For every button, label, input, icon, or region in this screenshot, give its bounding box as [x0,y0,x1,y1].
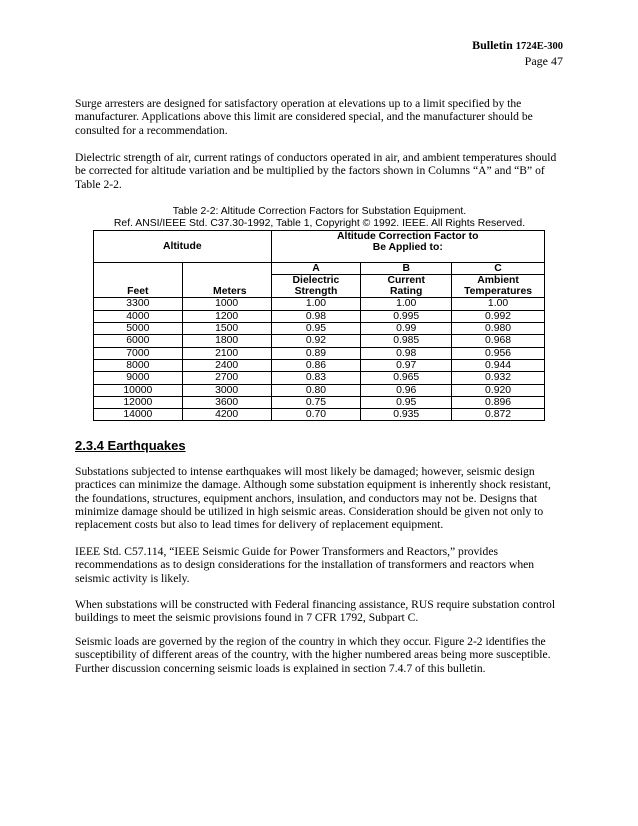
paragraph-earthquakes-damage: Substations subjected to intense earthquakes will most likely be damaged; however, seismic design practices can minimize the damage. Although some substation equipment is inherently shock resistant, the foundations, structures, equipment anchors, insulation, and conductors may not be. Designs that minimize damage should be utilized in high seismic areas. Consideration should be given not only to replacement costs but also to lead times for delivery of replacement equipment. [75,465,551,532]
table-cell: 0.70 [271,409,361,421]
table-cell: 0.932 [452,372,545,384]
table-cell: 0.97 [361,359,452,371]
column-c-header: Ambient Temperatures [452,274,545,298]
table-cell: 2100 [182,347,271,359]
column-c-letter: C [452,262,545,274]
table-cell: 5000 [94,323,183,335]
bulletin-number: 1724E-300 [515,41,563,52]
table-cell: 1800 [182,335,271,347]
table-cell: 0.920 [452,384,545,396]
table-cell: 0.896 [452,396,545,408]
table-row [94,372,545,384]
table-caption [92,206,547,231]
table-cell: 3600 [182,396,271,408]
column-a-letter: A [271,262,361,274]
table-cell: 1500 [182,323,271,335]
section-heading-earthquakes: 2.3.4 Earthquakes [75,438,186,453]
table-cell: 3000 [182,384,271,396]
correction-factor-header-line1: Altitude Correction Factor to [271,231,544,243]
paragraph-dielectric-strength: Dielectric strength of air, current ratings of conductors operated in air, and ambient temperatures should be corrected for altitude variation and be multiplied by the factors shown in Columns “A” and “B” of Table 2-2. [75,151,557,191]
table-cell: 4200 [182,409,271,421]
bulletin-label: Bulletin [472,38,513,52]
table-cell: 1.00 [361,298,452,310]
table-cell: 0.985 [361,335,452,347]
column-b-letter: B [361,262,452,274]
table-caption-reference: Ref. ANSI/IEEE Std. C37.30-1992, Table 1, Copyright © 1992. IEEE. All Rights Reserved. [113,218,526,230]
altitude-correction-table [93,230,545,421]
table-cell: 0.98 [271,310,361,322]
table-cell: 0.96 [361,384,452,396]
table-cell: 0.80 [271,384,361,396]
table-cell: 1.00 [271,298,361,310]
altitude-header: Altitude [94,231,272,263]
table-cell: 0.95 [271,323,361,335]
table-cell: 2400 [182,359,271,371]
table-cell: 9000 [94,372,183,384]
correction-factor-header-line2: Be Applied to: [271,242,544,262]
table-cell: 0.872 [452,409,545,421]
table-cell: 1200 [182,310,271,322]
paragraph-rus-requirements: When substations will be constructed with Federal financing assistance, RUS require substation control buildings to meet the seismic provisions found in 7 CFR 1792, Subpart C. [75,598,556,625]
paragraph-seismic-loads: Seismic loads are governed by the region of the country in which they occur. Figure 2-2 identifies the susceptibility of different areas of the country, with the higher numbered areas being more susceptible. Further discussion concerning seismic loads is explained in section 7.4.7 of this bulletin. [75,635,551,675]
column-a-header: Dielectric Strength [271,274,361,298]
table-caption-title: Table 2-2: Altitude Correction Factors for Substation Equipment. [172,206,467,217]
table-cell: 3300 [94,298,183,310]
table-cell: 6000 [94,335,183,347]
table-cell: 0.956 [452,347,545,359]
table-cell: 0.95 [361,396,452,408]
column-feet-header: Feet [94,274,183,298]
table-row [94,396,545,408]
table-cell: 0.935 [361,409,452,421]
table-cell: 0.83 [271,372,361,384]
table-cell: 0.965 [361,372,452,384]
table-body [94,298,545,421]
table-cell: 0.92 [271,335,361,347]
page-header [472,38,563,68]
table-row [94,323,545,335]
table-row [94,384,545,396]
table-cell: 0.99 [361,323,452,335]
column-b-header: Current Rating [361,274,452,298]
table-cell: 0.944 [452,359,545,371]
table-cell: 0.968 [452,335,545,347]
table-cell: 0.980 [452,323,545,335]
table-row [94,335,545,347]
paragraph-ieee-seismic-guide: IEEE Std. C57.114, “IEEE Seismic Guide for Power Transformers and Reactors,” provides recommendations as to design considerations for the installation of transformers and reactors when seismic activity is likely. [75,545,535,585]
table-row [94,298,545,310]
table-cell: 0.98 [361,347,452,359]
table-cell: 0.86 [271,359,361,371]
page-number: Page 47 [524,54,563,68]
table-cell: 2700 [182,372,271,384]
table-row [94,310,545,322]
table-cell: 0.995 [361,310,452,322]
table-row [94,409,545,421]
column-meters-header: Meters [182,274,271,298]
table-row [94,359,545,371]
paragraph-surge-arresters: Surge arresters are designed for satisfactory operation at elevations up to a limit specified by the manufacturer. Applications above this limit are considered special, and the manufacturer should be consulted for a recommendation. [75,97,533,137]
table-cell: 12000 [94,396,183,408]
table-cell: 8000 [94,359,183,371]
table-cell: 7000 [94,347,183,359]
table-cell: 1.00 [452,298,545,310]
table-cell: 0.75 [271,396,361,408]
table-cell: 0.992 [452,310,545,322]
table-cell: 0.89 [271,347,361,359]
table-cell: 14000 [94,409,183,421]
table-cell: 1000 [182,298,271,310]
table-cell: 10000 [94,384,183,396]
table-cell: 4000 [94,310,183,322]
table-row [94,347,545,359]
